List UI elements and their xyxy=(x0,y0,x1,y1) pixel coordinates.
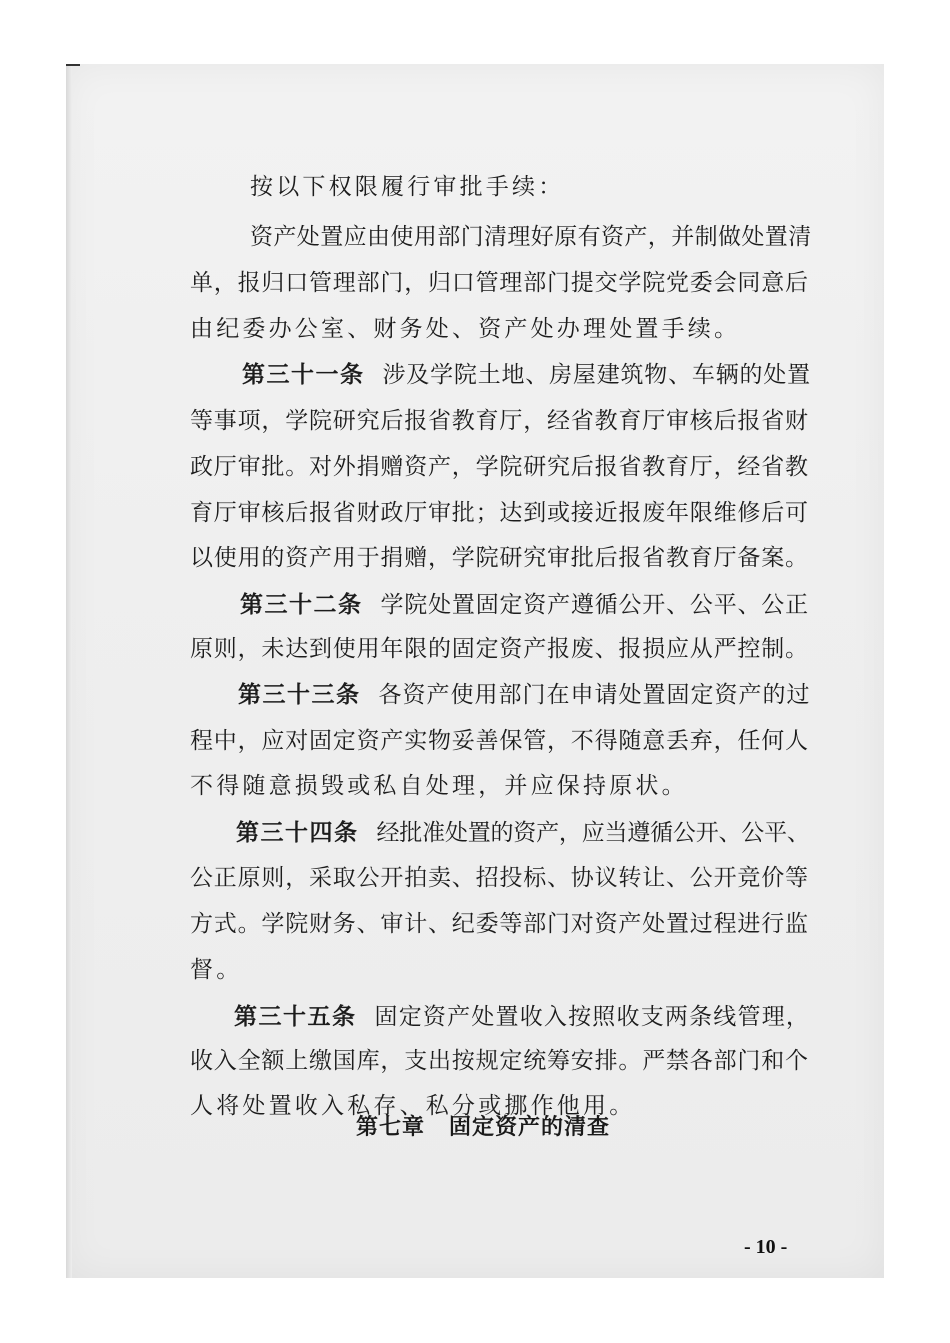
article-32-heading: 第三十二条 xyxy=(240,592,363,618)
chapter-heading xyxy=(356,1110,610,1141)
article-31-heading: 第三十一条 xyxy=(242,362,365,388)
corner-mark xyxy=(66,64,80,66)
article-35-line: 人将处置收入私存、私分或挪作他用。 xyxy=(190,1093,636,1119)
article-32-line xyxy=(240,590,809,620)
paragraph-line: 单，报归口管理部门，归口管理部门提交学院党委会同意后 xyxy=(190,270,809,296)
article-31-text: 涉及学院土地、房屋建筑物、车辆的处置 xyxy=(382,362,811,388)
paragraph-line: 资产处置应由使用部门清理好原有资产，并制做处置清 xyxy=(250,224,812,250)
article-35-line: 收入全额上缴国库，支出按规定统筹安排。严禁各部门和个 xyxy=(190,1048,809,1074)
article-33-line xyxy=(238,680,811,710)
article-35-line xyxy=(234,1002,810,1032)
article-34-heading: 第三十四条 xyxy=(236,820,359,846)
article-34-text: 经批准处置的资产，应当遵循公开、公平、 xyxy=(376,820,810,846)
article-31-line xyxy=(242,360,811,390)
article-32-line: 原则，未达到使用年限的固定资产报废、报损应从严控制。 xyxy=(190,636,809,662)
article-31-line: 以使用的资产用于捐赠，学院研究审批后报省教育厅备案。 xyxy=(190,545,809,571)
article-34-line xyxy=(236,818,810,848)
article-33-heading: 第三十三条 xyxy=(238,682,361,708)
article-33-text: 各资产使用部门在申请处置固定资产的过 xyxy=(378,682,811,708)
article-31-line: 等事项，学院研究后报省教育厅，经省教育厅审核后报省财 xyxy=(190,408,809,434)
chapter-number: 第七章 xyxy=(356,1115,426,1140)
article-34-line: 督。 xyxy=(190,957,243,983)
article-33-line: 不得随意损毁或私自处理，并应保持原状。 xyxy=(190,773,688,799)
article-34-line: 方式。学院财务、审计、纪委等部门对资产处置过程进行监 xyxy=(190,911,809,937)
paragraph-line: 由纪委办公室、财务处、资产处办理处置手续。 xyxy=(190,316,741,342)
chapter-title: 固定资产的清查 xyxy=(449,1115,611,1140)
article-31-line: 育厅审核后报省财政厅审批；达到或接近报废年限维修后可 xyxy=(190,500,809,526)
article-34-line: 公正原则，采取公开拍卖、招投标、协议转让、公开竞价等 xyxy=(190,865,809,891)
article-31-line: 政厅审批。对外捐赠资产，学院研究后报省教育厅，经省教 xyxy=(190,454,809,480)
article-33-line: 程中，应对固定资产实物妥善保管，不得随意丢弃，任何人 xyxy=(190,728,809,754)
page-number: - 10 - xyxy=(744,1236,788,1258)
article-35-text: 固定资产处置收入按照收支两条线管理， xyxy=(374,1004,811,1030)
page-edge-shadow xyxy=(66,64,72,1278)
article-35-heading: 第三十五条 xyxy=(234,1004,357,1030)
intro-line: 按以下权限履行审批手续： xyxy=(250,174,565,200)
article-32-text: 学院处置固定资产遵循公开、公平、公正 xyxy=(380,592,809,618)
